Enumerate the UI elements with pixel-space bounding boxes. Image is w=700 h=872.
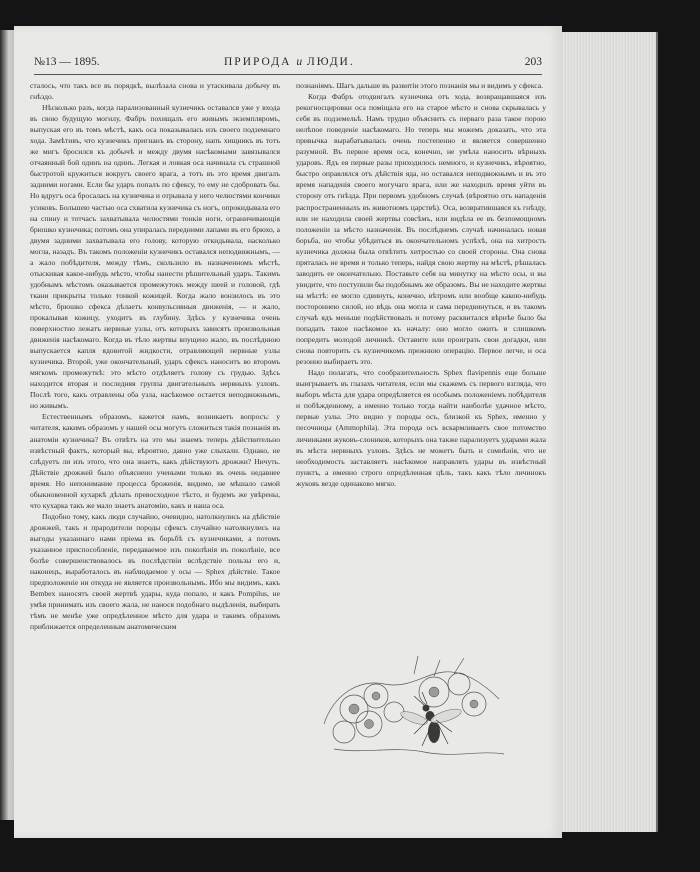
paragraph: сталось, что такъ все въ порядкѣ, вылѣзала снова и утаскивала добычу въ гнѣздо.	[30, 81, 280, 102]
paragraph: Подобно тому, какъ люди случайно, очевидно, натолкнулись на дѣйствіе дрожжей, такъ и прародители породы сфексъ случайно натолкнулись на выгоды указаннаго нами пріема въ борьбѣ съ кузнечиками, а потомъ указанное приспособленіе, передаваемое изъ поколѣнія въ поколѣніе, все болѣе совершенствовалось въ послѣдствіи вслѣдствіе пользы его и, наконецъ, выработалось въ наблюдаемое у осы — Sphex дѣйствіе. Такое предположеніе ни откуда не является произвольнымъ. Ибо мы видимъ, какъ Bembex наносятъ своей жертвѣ удары, куда попало, и какъ Pompilus, не умѣя принимать изъ своего жала, не нанося подобнаго выдѣленія, выбирать тѣмъ не менѣе уже опредѣленное мѣсто для удара и такимъ образомъ приближается определенным анатомическим	[30, 511, 280, 632]
journal-title	[224, 56, 355, 68]
paragraph: Надо полагать, что сообразительность Sphex flavipennis еще больше выигрываетъ въ глазахъ читателя, если мы скажемъ съ первого взгляда, что выборъ мѣста для удара опредѣляется ея особымъ положеніемъ побѣдителя и побѣжденному, а именно только тогда найти наиболѣе удачное мѣсто, первые узлы. Это видно у породы осъ, близкой къ Sphex, именно у песочницы (Ammophila). Эта порода осъ вскармливаетъ свое потомство личинками жуковъ-слоников, которыхъ она также парализуетъ ударами жала въ мѣста нервныхъ узловъ. Здѣсь не можетъ быть и сомнѣнія, что не необходимость заставляетъ насѣкомое направлять удары въ извѣстный пунктъ, а именно строго опредѣленная цѣль, такъ какъ тѣло личинокъ жуковъ везде одинаково мягко.	[296, 368, 546, 488]
page-number: 203	[524, 56, 542, 68]
journal-title-part1: ПРИРОДА	[224, 56, 292, 68]
header-rule	[34, 74, 542, 75]
book-page	[14, 26, 562, 838]
paragraph: познаніямъ. Шагъ дальше въ развитіи этого познанія мы и видимъ у сфекса.	[296, 81, 543, 90]
left-text-column	[30, 80, 280, 838]
journal-title-part2: ЛЮДИ.	[306, 56, 355, 68]
right-text-column	[296, 80, 546, 640]
journal-title-and: и	[296, 56, 303, 68]
wasp-on-flowers-illustration	[314, 654, 514, 774]
paragraph: Когда Фабръ отодвигалъ кузнечика отъ хода, возвращавшаяся изъ рекогносцировки оса поміщала его на старое мѣсто и снова скрывалась у себя въ подземельѣ. Намъ трудно объяснить съ перваго раза такое порою нелѣпое поведеніе насѣкомаго. Но теперь мы можемъ доказать, что эта привычка вырабатывалась очень постепенно и является совершенно разумной. Въ первое время оса, конечно, не умѣла наносить вѣрныхъ ударовъ. Ядъ ея первые разы приходилось немного, и кузнечикъ, вѣроятно, быстро оправлялся отъ дѣйствія яда, но оставался неподвижнымъ и въ это время нападенія своего могучаго врага, или же находилъ время уйти въ сторону отъ гнѣзда. При первомъ удобномъ случаѣ (вѣроятно отъ нападенія распространенныхъ въ животномъ царствѣ). Оса, возвратившаяся къ гнѣзду, или не находила своей жертвы совсѣмъ, или видѣла ее въ безпомощномъ положеніи за мѣсто назначенія. Въ послѣднемъ случаѣ начиналась новая борьба, но чтобы убѣдиться въ окончательномъ успѣхѣ, она на хитрость кузнечика должна была отвѣтить хитростью со своей стороны. Она снова пряталась не время и только теперь, найдя свою жертву на мѣстѣ, рѣшалась заводить ее окончательно. Поставьте себя на минутку на мѣсто осы, и вы увидите, что поступили бы подобнымъ же образомъ. Вы не находите жертвы на мѣстѣ: ее могло сдвинуть, конечно, вѣтромъ или вообще какою-нибудь постороннею силой, но вѣдь она могла и сама передвинуться, и въ такомъ случаѣ ядъ меньше подѣйствовалъ и потому расквитался вѣрнѣе было бы попадать такое насѣкомое къ началу: оно могло ожить и слишкомъ попредить молодой личинкѣ. Оставите или проиграть свои догадки, или снова повторить съ кузнечикомъ прежнюю операцію. Первое легче, и оса резонно выбираетъ это.	[296, 92, 546, 367]
issue-number: №13 — 1895.	[34, 56, 100, 68]
running-header	[34, 56, 542, 72]
book-page-edges	[560, 32, 658, 832]
paragraph: Нѣсколько разъ, когда парализованный кузнечикъ оставался уже у входа въ свою будущую могилу, Фабръ похищалъ его живымъ экземпляромъ, выпуская его въ томъ мѣстѣ, какъ оса показывалась изъ своего подземнаго хода. Замѣтивъ, что кузнечикъ пригнанъ въ сторону, напъ хищникъ въ тотъ же мигъ бросился къ добычѣ и между двумя насѣкомыми завязывался отчаянный бой одинъ на одинъ. Легкая и ловкая оса начинала съ страшной быстротой кружиться вокругъ своего врага, а тотъ въ это время двигалъ задними ногами. Если бы ударъ попалъ по сфексу, то ему не сдобровать бы. Но вдругъ оса бросалась на кузнечика и отрывала у него челюстями кончики усиковъ. Большею частью оса схватила кузнечика съ ногъ, опрокидывала его на спину и тотчасъ захватывала челюстями тонкія ноги, ограничивающія брюшко кузнечика; потомъ она упиралась передними лапами въ его брюхо, а двумя задними захватывала его голову, которую откидывала, насколько могла, назадъ. Въ такомъ положеніи кузнечикъ оставался неподвижнымъ, — а жало побѣдителя, между тѣмъ, скользило въ назначенномъ мѣстѣ, отыскивая какое-нибудь мѣсто, чтобы нанести рѣшительный ударъ. Такимъ удобнымъ мѣстомъ оказывается промежутокъ между шеей и головой, гдѣ ткани прикрыты только тонкой кожицей. Когда жало вонзилось въ это мѣсто, брюшко сфекса дѣлаетъ конвульсивныя движенія, — и жало, прокалывая кожицу, уходитъ въ глубину. Здѣсь у кузнечика очень поверхностно лежатъ нервные узлы, отъ которыхъ зависятъ произвольныя движенія насѣкомаго. Когда въ тѣло жертвы впущено жало, въ послѣднюю выпускается капля ядовитой жидкости, отравляющей нервные узлы кузнечика. Второй, уже окончательный, ударъ сфексъ наноситъ во второмъ мягкомъ промежуткѣ: это мѣсто отдѣляетъ голову съ грудью. Здѣсь находится вторая и последняя группа двигательныхъ нервныхъ узловъ. Послѣ того, какъ отравлены оба узла, насѣкомое остается неподвижнымъ, но живымъ.	[30, 103, 280, 411]
paragraph: Естественнымъ образомъ, кажется намъ, возникаетъ вопросъ: у читателя, какимъ образомъ у нашей осы могутъ сложиться такія познанія въ анатоміи кузнечика? Въ отвѣтъ на это мы знаемъ теперь дѣйствительно извѣстный фактъ, который вы, вѣроятно, давно уже слыхали. Однако, не слѣдуетъ ли изъ этого, что она знаетъ, какъ дѣйствуютъ дрожжи? Ничуть. Дѣйствіе дрожжей было объяснено учеными только въ очень недавнее время. Но непонимание процесса броженія, видимо, не мѣшало самой обыкновенной кухаркѣ дѣлать превосходное тѣсто, и будемъ же увѣрены, что кухарка такъ же мало знаетъ анатомію, какъ и наша оса.	[30, 412, 280, 510]
